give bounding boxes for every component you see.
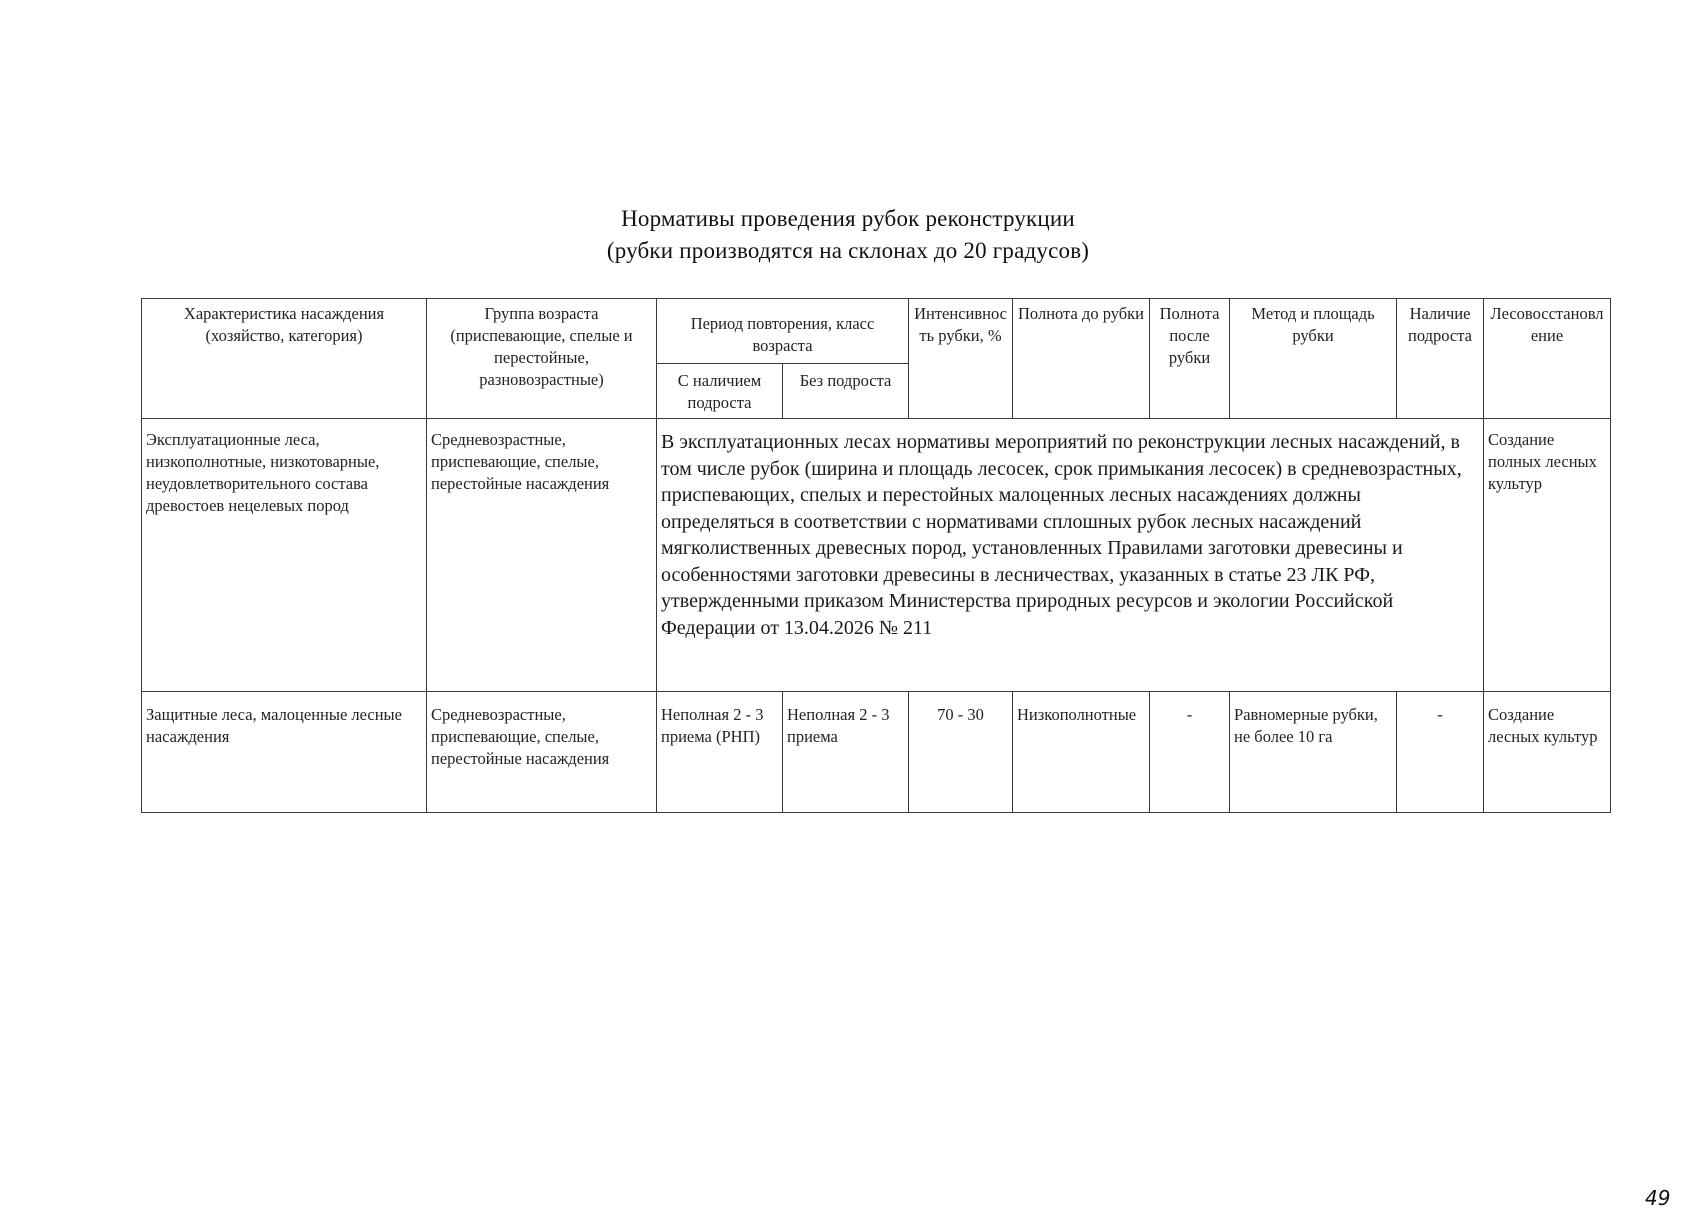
cell-period-with-undergrowth: Неполная 2 - 3 приема (РНП) [657, 692, 783, 813]
header-period-without-undergrowth: Без подроста [783, 364, 909, 419]
cell-density-after: - [1150, 692, 1230, 813]
cell-intensity: 70 - 30 [909, 692, 1013, 813]
cell-density-before: Низкополнотные [1013, 692, 1150, 813]
cell-merged-norms-text: В эксплуатационных лесах нормативы мероприятий по реконструкции лесных насаждений, в том числе рубок (ширина и площадь лесосек, срок примыкания лесосек) в средневозрастных, приспевающих, спелых и перестойных малоценных лесных насаждениях должны определяться в соответствии с нормативами сплошных рубок лесных насаждений мягколиственных древесных пород, установленных Правилами заготовки древесины и особенностями заготовки древесины в лесничествах, указанных в статье 23 ЛК РФ, утвержденными приказом Министерства природных ресурсов и экологии Российской Федерации от 13.04.2026 № 211 [657, 419, 1484, 692]
header-period: Период повторения, класс возраста [657, 299, 909, 364]
cell-characteristic: Защитные леса, малоценные лесные насаждения [142, 692, 427, 813]
header-intensity: Интенсивность рубки, % [909, 299, 1013, 419]
table-header-row [142, 299, 1611, 364]
header-method-area: Метод и площадь рубки [1230, 299, 1397, 419]
norms-table [141, 298, 1611, 813]
document-subtitle: (рубки производятся на склонах до 20 градусов) [606, 238, 1090, 263]
cell-undergrowth: - [1397, 692, 1484, 813]
header-characteristic: Характеристика насаждения (хозяйство, категория) [142, 299, 427, 419]
cell-age-group: Средневозрастные, приспевающие, спелые, перестойные насаждения [427, 419, 657, 692]
header-period-with-undergrowth: С наличием подроста [657, 364, 783, 419]
cell-method-area: Равномерные рубки, не более 10 га [1230, 692, 1397, 813]
table-row [142, 419, 1611, 692]
document-title: Нормативы проведения рубок реконструкции [621, 206, 1075, 231]
table-row [142, 692, 1611, 813]
cell-age-group: Средневозрастные, приспевающие, спелые, перестойные насаждения [427, 692, 657, 813]
cell-reforestation: Создание полных лесных культур [1484, 419, 1611, 692]
cell-reforestation: Создание лесных культур [1484, 692, 1611, 813]
header-age-group: Группа возраста (приспевающие, спелые и перестойные, разновозрастные) [427, 299, 657, 419]
header-reforestation: Лесовосстановление [1484, 299, 1611, 419]
header-density-before: Полнота до рубки [1013, 299, 1150, 419]
page-number: 49 [1645, 1186, 1671, 1210]
cell-period-without-undergrowth: Неполная 2 - 3 приема [783, 692, 909, 813]
header-density-after: Полнота после рубки [1150, 299, 1230, 419]
header-undergrowth: Наличие подроста [1397, 299, 1484, 419]
cell-characteristic: Эксплуатационные леса, низкополнотные, низкотоварные, неудовлетворительного состава древостоев нецелевых пород [142, 419, 427, 692]
